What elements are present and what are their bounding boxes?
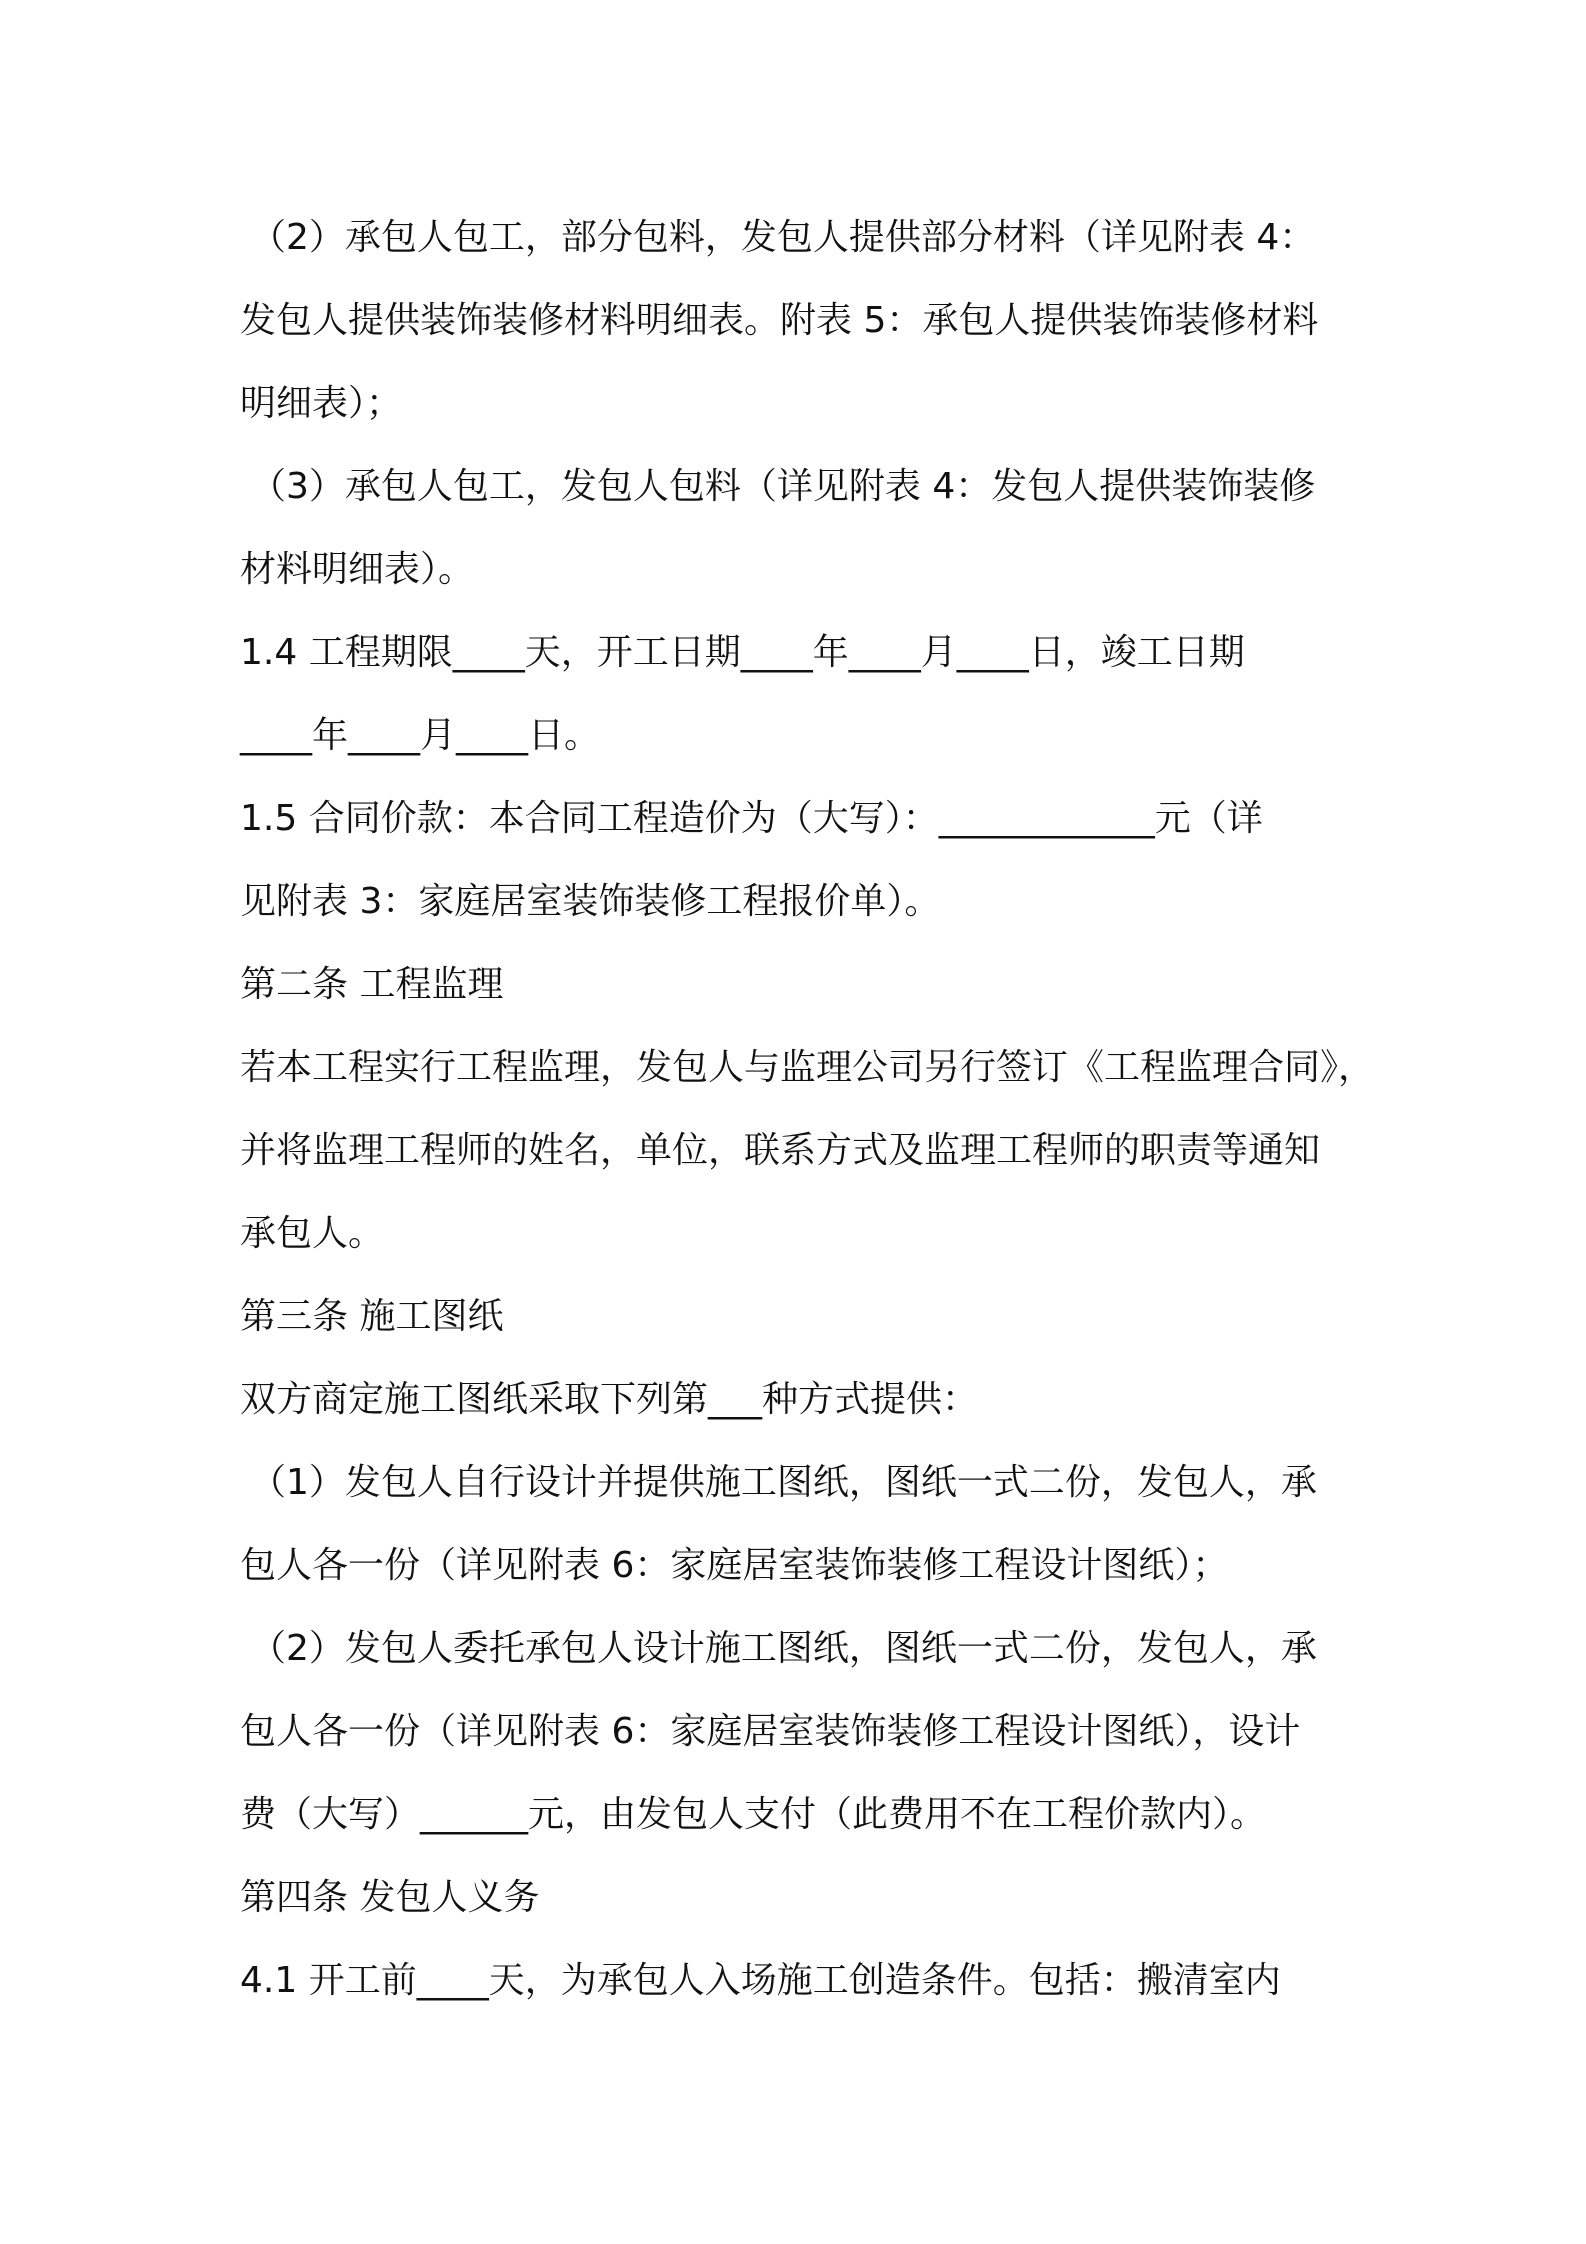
- clause-1-3-option-3-line-2: 材料明细表）。: [240, 549, 475, 590]
- article-3-option-2-line-3: 费（大写）______元，由发包人支付（此费用不在工程价款内）。: [240, 1794, 1267, 1835]
- article-2-body-line-3: 承包人。: [240, 1213, 385, 1254]
- article-3-option-1-line-1: （1）发包人自行设计并提供施工图纸，图纸一式二份，发包人，承: [250, 1462, 1317, 1503]
- article-3-option-2-line-1: （2）发包人委托承包人设计施工图纸，图纸一式二份，发包人，承: [250, 1628, 1317, 1669]
- clause-1-4-line-1: 1.4 工程期限____天，开工日期____年____月____日，竣工日期: [240, 632, 1245, 673]
- article-4-heading: 第四条 发包人义务: [240, 1877, 540, 1918]
- clause-1-3-option-2-line-3: 明细表）；: [240, 383, 403, 424]
- article-2-body-line-2: 并将监理工程师的姓名，单位，联系方式及监理工程师的职责等通知: [240, 1130, 1321, 1171]
- article-3-intro: 双方商定施工图纸采取下列第___种方式提供：: [240, 1379, 979, 1420]
- clause-1-4-line-2: ____年____月____日。: [240, 715, 601, 756]
- clause-1-3-option-2-line-1: （2）承包人包工，部分包料，发包人提供部分材料（详见附表 4：: [250, 217, 1316, 258]
- clause-1-5-line-2: 见附表 3：家庭居室装饰装修工程报价单）。: [240, 881, 941, 922]
- clause-4-1-line-1: 4.1 开工前____天，为承包人入场施工创造条件。包括：搬清室内: [240, 1960, 1281, 2001]
- article-3-heading: 第三条 施工图纸: [240, 1296, 504, 1337]
- clause-1-3-option-3-line-1: （3）承包人包工，发包人包料（详见附表 4：发包人提供装饰装修: [250, 466, 1316, 507]
- article-2-body-line-1: 若本工程实行工程监理，发包人与监理公司另行签订《工程监理合同》，: [240, 1047, 1375, 1088]
- article-3-option-1-line-2: 包人各一份（详见附表 6：家庭居室装饰装修工程设计图纸）；: [240, 1545, 1229, 1586]
- article-3-option-2-line-2: 包人各一份（详见附表 6：家庭居室装饰装修工程设计图纸），设计: [240, 1711, 1301, 1752]
- clause-1-3-option-2-line-2: 发包人提供装饰装修材料明细表。附表 5：承包人提供装饰装修材料: [240, 300, 1319, 341]
- document-body: [240, 196, 1375, 2022]
- article-2-heading: 第二条 工程监理: [240, 964, 504, 1005]
- clause-1-5-line-1: 1.5 合同价款：本合同工程造价为（大写）：____________元（详: [240, 798, 1263, 839]
